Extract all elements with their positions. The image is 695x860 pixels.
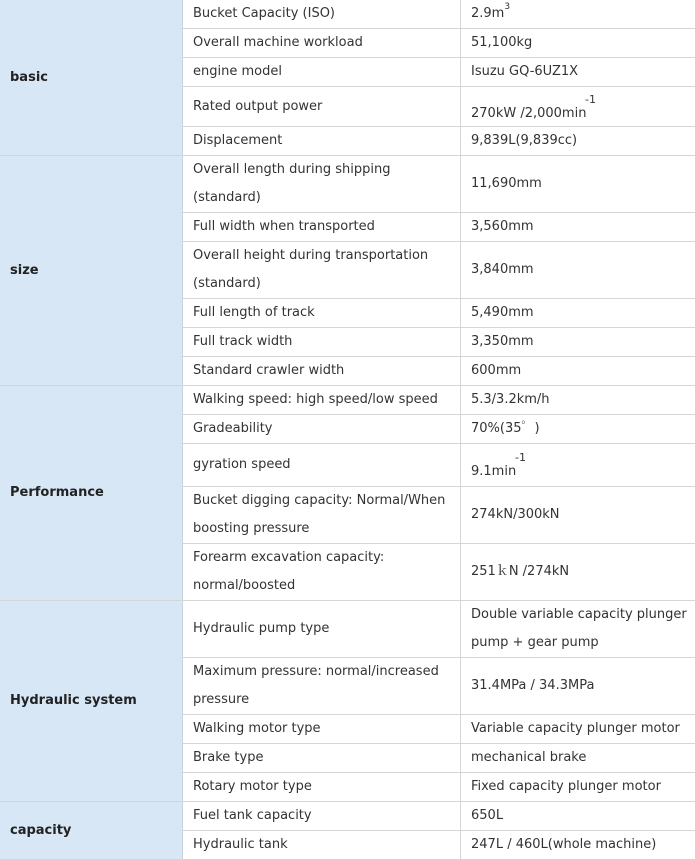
spec-label: Hydraulic pump type [183,601,461,658]
spec-label: Walking speed: high speed/low speed [183,386,461,415]
spec-label: Maximum pressure: normal/increased pressure [183,658,461,715]
table-row [0,802,695,831]
spec-label: Fuel tank capacity [183,802,461,831]
spec-label: Hydraulic tank [183,831,461,860]
spec-value: 274kN/300kN [461,487,695,544]
spec-value [461,87,695,127]
spec-label: Walking motor type [183,715,461,744]
spec-label: engine model [183,58,461,87]
category-cell: Hydraulic system [0,601,183,802]
table-row [0,156,695,213]
spec-value: 650L [461,802,695,831]
exponent: -1 [471,452,695,464]
spec-label: Overall height during transportation (standard) [183,242,461,299]
spec-label: Rotary motor type [183,773,461,802]
spec-value: 5,490mm [461,299,695,328]
spec-value: 251ｋN /274kN [461,544,695,601]
spec-value: Fixed capacity plunger motor [461,773,695,802]
spec-value: 247L / 460L(whole machine) [461,831,695,860]
spec-value [461,444,695,487]
table-row [0,0,695,29]
spec-value: Variable capacity plunger motor [461,715,695,744]
table-row [0,601,695,658]
exponent: -1 [471,94,695,106]
spec-value: mechanical brake [461,744,695,773]
spec-value: 3,350mm [461,328,695,357]
spec-label: Full length of track [183,299,461,328]
spec-value: 70%(35゜) [461,415,695,444]
spec-value [461,0,695,29]
spec-label: Forearm excavation capacity: normal/boosted [183,544,461,601]
spec-value: 11,690mm [461,156,695,213]
value-text: 9.1min [471,464,516,479]
spec-value: 5.3/3.2km/h [461,386,695,415]
category-cell: Performance [0,386,183,601]
spec-label: Displacement [183,127,461,156]
spec-label: Bucket digging capacity: Normal/When boosting pressure [183,487,461,544]
spec-label: Full width when transported [183,213,461,242]
spec-value: 3,840mm [461,242,695,299]
spec-value: 51,100kg [461,29,695,58]
value-text: 270kW /2,000min [471,106,586,121]
spec-label: Overall machine workload [183,29,461,58]
spec-value: 3,560mm [461,213,695,242]
table-row [0,386,695,415]
spec-value: 9,839L(9,839cc) [461,127,695,156]
spec-label: Gradeability [183,415,461,444]
spec-label: Bucket Capacity (ISO) [183,0,461,29]
category-cell: size [0,156,183,386]
spec-label: Rated output power [183,87,461,127]
spec-label: gyration speed [183,444,461,487]
value-text: 2.9m [471,6,504,21]
spec-label: Brake type [183,744,461,773]
spec-label: Standard crawler width [183,357,461,386]
spec-label: Full track width [183,328,461,357]
spec-value: 31.4MPa / 34.3MPa [461,658,695,715]
category-cell: basic [0,0,183,156]
superscript: 3 [504,2,510,12]
spec-value: Isuzu GQ-6UZ1X [461,58,695,87]
spec-value: Double variable capacity plunger pump + gear pump [461,601,695,658]
spec-value: 600mm [461,357,695,386]
spec-label: Overall length during shipping (standard) [183,156,461,213]
category-cell: capacity [0,802,183,860]
